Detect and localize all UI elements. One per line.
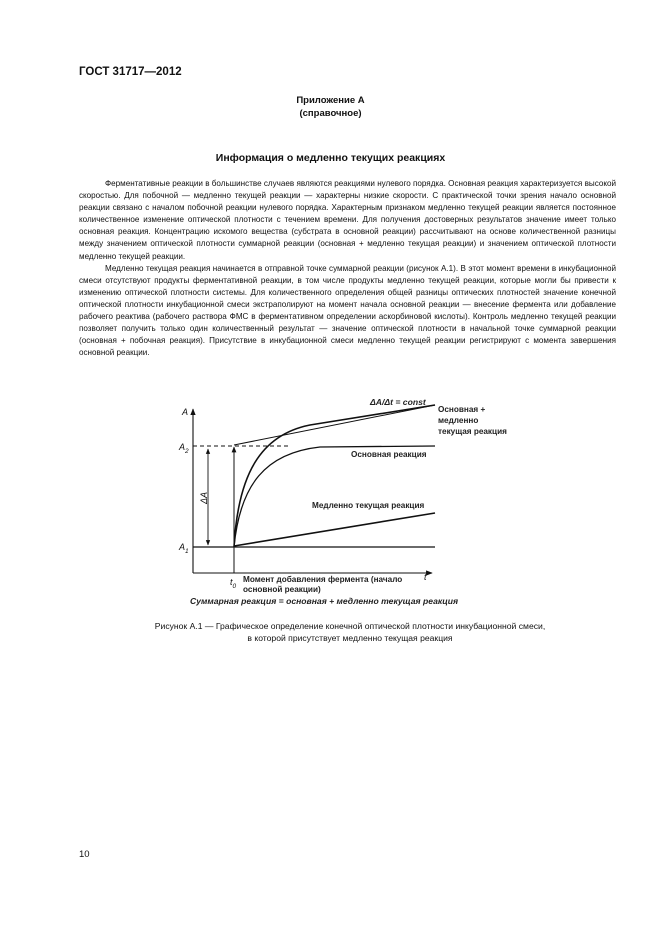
y-axis-label: A xyxy=(182,407,189,417)
t0-label: $t_0$ xyxy=(230,577,237,590)
figure-diagram xyxy=(170,395,507,610)
paragraph: Медленно текущая реакция начинается в отправной точке суммарной реакции (рисунок А.1). В этот момент времени в инкубационной смеси отсутствуют продукты ферментативной реакции, в том числе продукты медленно текущей реакции, которые могли бы привести к изменению оптической плотности системы. Для количественного определения общей разницы оптических плотностей значение конечной оптической плотности инкубационной смеси экстраполируют на момент начала основной реакции — внесение фермента или добавление рабочего реактива (рабочего раствора ФМС в ферментативном определении аскорбиновой кислоты). Контроль медленно текущей реакции позволяет получить только один количественный результат — значение оптической плотности в начальной точке суммарной реакции (основная + побочная реакция). Присутствие в инкубационной смеси медленно текущей реакции регистрируют с момента завершения основной реакции. xyxy=(79,263,616,358)
slow-curve-label: Медленно текущая реакция xyxy=(312,501,425,510)
slow-reaction-line xyxy=(234,513,435,546)
a2-label: $A_2$ xyxy=(179,442,189,455)
sum-curve-label: Основная + xyxy=(438,405,486,414)
extrapolation-line xyxy=(234,405,435,445)
section-title: Информация о медленно текущих реакциях xyxy=(215,152,446,164)
bottom-note: Суммарная реакция = основная + медленно текущая реакция xyxy=(190,596,459,606)
annex-heading xyxy=(0,94,661,120)
document-header: ГОСТ 31717—2012 xyxy=(79,66,182,78)
sum-curve-label: текущая реакция xyxy=(438,427,507,436)
caption-line: в которой присутствует медленно текущая реакция xyxy=(247,633,453,643)
page-number: 10 xyxy=(79,849,90,860)
start-note: основной реакции) xyxy=(243,585,321,594)
annex-subtitle: (справочное) xyxy=(299,108,362,119)
figure-caption xyxy=(90,620,610,644)
sum-reaction-curve xyxy=(234,405,435,547)
body-text xyxy=(79,178,616,359)
main-reaction-curve xyxy=(234,446,435,547)
figure-a1 xyxy=(170,395,507,610)
start-note: Момент добавления фермента (начало xyxy=(243,575,403,584)
sum-curve-label: медленно xyxy=(438,416,479,425)
caption-line: Рисунок А.1 — Графическое определение конечной оптической плотности инкубационной смеси, xyxy=(154,621,546,631)
x-axis-label: t xyxy=(424,572,427,582)
paragraph: Ферментативные реакции в большинстве случаев являются реакциями нулевого порядка. Основная реакция характеризуется высокой скоростью. Для побочной — медленно текущей реакции — характерны низкие скорости. С практической точки зрения начало основной реакции связано с началом побочной реакции нулевого порядка. Характерным признаком медленно текущей реакции является постоянное количественное изменение оптической плотности с течением времени. Для получения достоверных результатов значение имеет только основная реакция. Концентрацию искомого вещества (субстрата в основной реакции) рассчитывают на основе количественной разницы между значением оптической плотности суммарной реакции (основная + медленно текущая реакции) и значением оптической плотности медленно текущей реакции. xyxy=(79,179,616,261)
a1-label: $A_1$ xyxy=(179,542,189,555)
slope-label: ΔA/Δt = const xyxy=(370,397,426,407)
main-curve-label: Основная реакция xyxy=(351,450,427,459)
annex-title: Приложение А xyxy=(296,95,365,106)
delta-a-label: ΔA xyxy=(199,491,209,504)
